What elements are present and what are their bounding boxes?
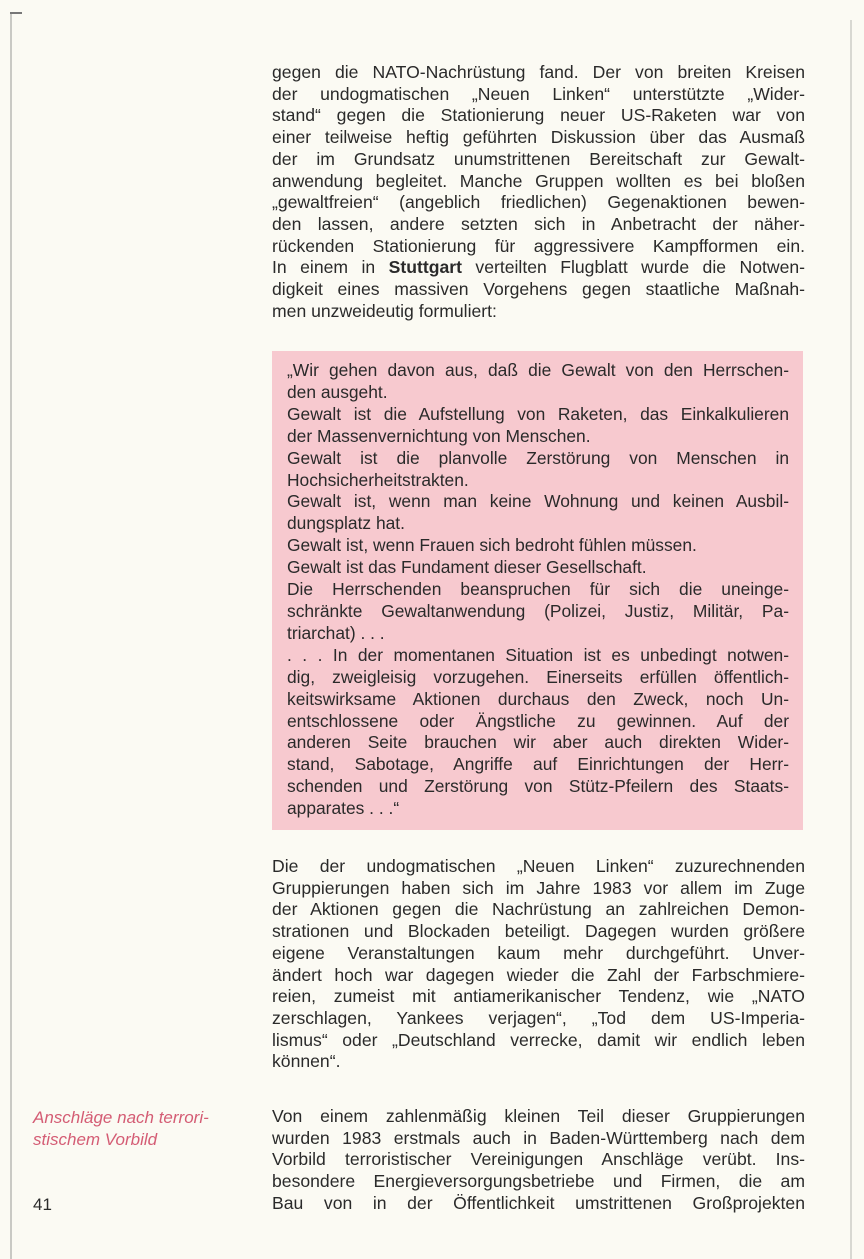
place-name-stuttgart: Stuttgart <box>388 257 462 278</box>
text-line: Vorbild terroristischer Vereinigungen Anschläge verübt. Ins- <box>272 1149 805 1170</box>
quote-line: Gewalt ist, wenn Frauen sich bedroht fühlen müssen. <box>287 535 697 556</box>
text-line: Bau von in der Öffentlichkeit umstrittenen Großprojekten <box>272 1192 805 1213</box>
text-line: digkeit eines massiven Vorgehens gegen staatliche Maßnah- <box>272 279 805 300</box>
text-line: rückenden Stationierung für aggressivere Kampfformen ein. <box>272 235 805 256</box>
quote-line: dig, zweigleisig vorzugehen. Einerseits erfüllen öffentlich- <box>287 666 789 687</box>
quote-line: Gewalt ist die Aufstellung von Raketen, das Einkalkulieren <box>287 403 789 424</box>
text-line: stand“ gegen die Stationierung neuer US-Raketen war von <box>272 105 805 126</box>
text-line: wurden 1983 erstmals auch in Baden-Württemberg nach dem <box>272 1127 805 1148</box>
text-line: Von einem zahlenmäßig kleinen Teil dieser Gruppierungen <box>272 1106 805 1126</box>
quote-line: dungsplatz hat. <box>287 513 405 534</box>
paragraph-1 <box>272 62 805 322</box>
text-line: der Aktionen gegen die Nachrüstung an zahlreichen Demon- <box>272 899 805 920</box>
page-number: 41 <box>33 1195 52 1214</box>
text-line: anwendung begleitet. Manche Gruppen wollten es bei bloßen <box>272 170 805 191</box>
text-line: strationen und Blockaden beteiligt. Dagegen wurden größere <box>272 921 805 942</box>
quote-line: apparates . . .“ <box>287 798 400 819</box>
text-line: reien, zumeist mit antiamerikanischer Tendenz, wie „NATO <box>272 986 805 1007</box>
text-line: lismus“ oder „Deutschland verrecke, damit wir endlich leben <box>272 1029 805 1050</box>
quote-line: entschlossene oder Ängstliche zu gewinnen. Auf der <box>287 710 789 731</box>
text-line: Die der undogmatischen „Neuen Linken“ zuzurechnenden <box>272 856 805 876</box>
quote-line: Die Herrschenden beanspruchen für sich die uneinge- <box>287 579 789 600</box>
quote-text <box>287 360 789 820</box>
quote-line: triarchat) . . . <box>287 622 385 643</box>
text-line: der undogmatischen „Neuen Linken“ unterstützte „Wider- <box>272 83 805 104</box>
margin-note <box>33 1107 233 1150</box>
page-edge-top <box>10 12 22 14</box>
text-fragment: verteilten Flugblatt wurde die Notwen- <box>461 257 805 278</box>
text-line: eigene Veranstaltungen kaum mehr durchgeführt. Unver- <box>272 942 805 963</box>
text-line: men unzweideutig formuliert: <box>272 300 497 321</box>
margin-note-line: stischem Vorbild <box>33 1129 158 1149</box>
quote-line: der Massenvernichtung von Menschen. <box>287 425 591 446</box>
text-line: ändert hoch war dagegen wieder die Zahl der Farbschmiere- <box>272 964 805 985</box>
quote-line: keitswirksame Aktionen durchaus den Zweck, noch Un- <box>287 688 789 709</box>
page-edge-right <box>850 20 852 1259</box>
text-line: können“. <box>272 1051 341 1072</box>
paragraph-2 <box>272 856 805 1073</box>
quote-line: Gewalt ist, wenn man keine Wohnung und keinen Ausbil- <box>287 491 789 512</box>
text-line: der im Grundsatz unumstrittenen Bereitschaft zur Gewalt- <box>272 148 805 169</box>
quote-line: Gewalt ist das Fundament dieser Gesellschaft. <box>287 557 647 578</box>
quote-line: Hochsicherheitstrakten. <box>287 469 469 490</box>
paragraph-3 <box>272 1106 805 1215</box>
quote-box <box>272 351 803 830</box>
quote-line: stand, Sabotage, Angriffe auf Einrichtungen der Herr- <box>287 754 789 775</box>
text-line: den lassen, andere setzten sich in Anbetracht der näher- <box>272 213 805 234</box>
text-line: zerschlagen, Yankees verjagen“, „Tod dem US-Imperia- <box>272 1007 805 1028</box>
quote-line: „Wir gehen davon aus, daß die Gewalt von den Herrschen- <box>287 360 789 380</box>
quote-line: anderen Seite brauchen wir aber auch direkten Wider- <box>287 732 789 753</box>
text-line: „gewaltfreien“ (angeblich friedlichen) Gegenaktionen bewen- <box>272 192 805 213</box>
margin-note-line: Anschläge nach terrori- <box>33 1108 209 1127</box>
quote-line: schränkte Gewaltanwendung (Polizei, Justiz, Militär, Pa- <box>287 600 789 621</box>
text-line: einer teilweise heftig geführten Diskussion über das Ausmaß <box>272 127 805 148</box>
text-fragment: In einem in <box>272 257 389 278</box>
page-edge-left <box>10 12 12 1259</box>
text-line: besondere Energieversorgungsbetriebe und Firmen, die am <box>272 1171 805 1192</box>
text-line: gegen die NATO-Nachrüstung fand. Der von breiten Kreisen <box>272 62 805 82</box>
quote-line: Gewalt ist die planvolle Zerstörung von Menschen in <box>287 447 789 468</box>
quote-line: . . . In der momentanen Situation ist es unbedingt notwen- <box>287 644 789 665</box>
text-line: Gruppierungen haben sich im Jahre 1983 vor allem im Zuge <box>272 877 805 898</box>
quote-line: den ausgeht. <box>287 381 388 402</box>
text-line-with-emphasis <box>272 257 805 279</box>
quote-line: schenden und Zerstörung von Stütz-Pfeilern des Staats- <box>287 776 789 797</box>
